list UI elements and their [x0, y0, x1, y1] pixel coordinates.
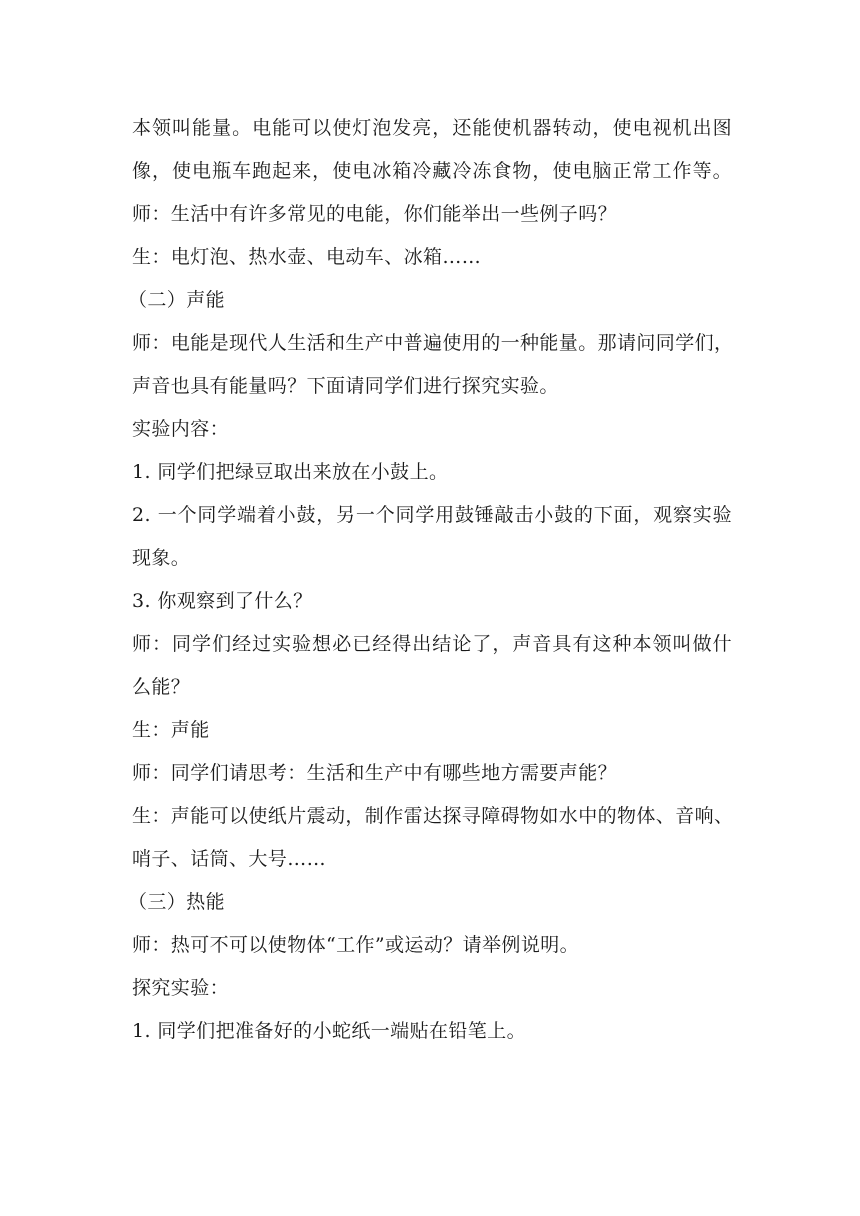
dialogue-line-teacher: 师：电能是现代人生活和生产中普遍使用的一种能量。那请问同学们，	[132, 332, 734, 354]
dialogue-line-teacher: 师：热可不可以使物体“工作”或运动？请举例说明。	[132, 934, 580, 956]
dialogue-line-student: 生：声能可以使纸片震动，制作雷达探寻障碍物如水中的物体、音响、	[132, 805, 734, 827]
subheading: 探究实验：	[132, 977, 230, 999]
dialogue-line-student: 生：声能	[132, 719, 210, 741]
text-line: 哨子、话筒、大号……	[132, 848, 327, 870]
list-item: 1. 同学们把绿豆取出来放在小鼓上。	[132, 461, 449, 483]
list-item: 1. 同学们把准备好的小蛇纸一端贴在铅笔上。	[132, 1020, 526, 1042]
dialogue-line-teacher: 师：同学们请思考：生活和生产中有哪些地方需要声能？	[132, 762, 618, 784]
dialogue-line-student: 生：电灯泡、热水壶、电动车、冰箱……	[132, 246, 482, 268]
text-line: 像，使电瓶车跑起来，使电冰箱冷藏冷冻食物，使电脑正常工作等。	[132, 160, 732, 182]
list-item: 3. 你观察到了什么？	[132, 590, 313, 612]
text-line: 么能？	[132, 676, 191, 698]
dialogue-line-teacher: 师：同学们经过实验想必已经得出结论了，声音具有这种本领叫做什	[132, 633, 732, 655]
text-line: 声音也具有能量吗？下面请同学们进行探究实验。	[132, 375, 559, 397]
dialogue-line-teacher: 师：生活中有许多常见的电能，你们能举出一些例子吗？	[132, 203, 618, 225]
list-item: 2. 一个同学端着小鼓，另一个同学用鼓锤敲击小鼓的下面，观察实验	[132, 504, 732, 526]
section-heading: （二）声能	[128, 289, 226, 311]
subheading: 实验内容：	[132, 418, 230, 440]
text-line: 本领叫能量。电能可以使灯泡发亮，还能使机器转动，使电视机出图	[132, 117, 732, 139]
text-line: 现象。	[132, 547, 191, 569]
section-heading: （三）热能	[128, 891, 226, 913]
